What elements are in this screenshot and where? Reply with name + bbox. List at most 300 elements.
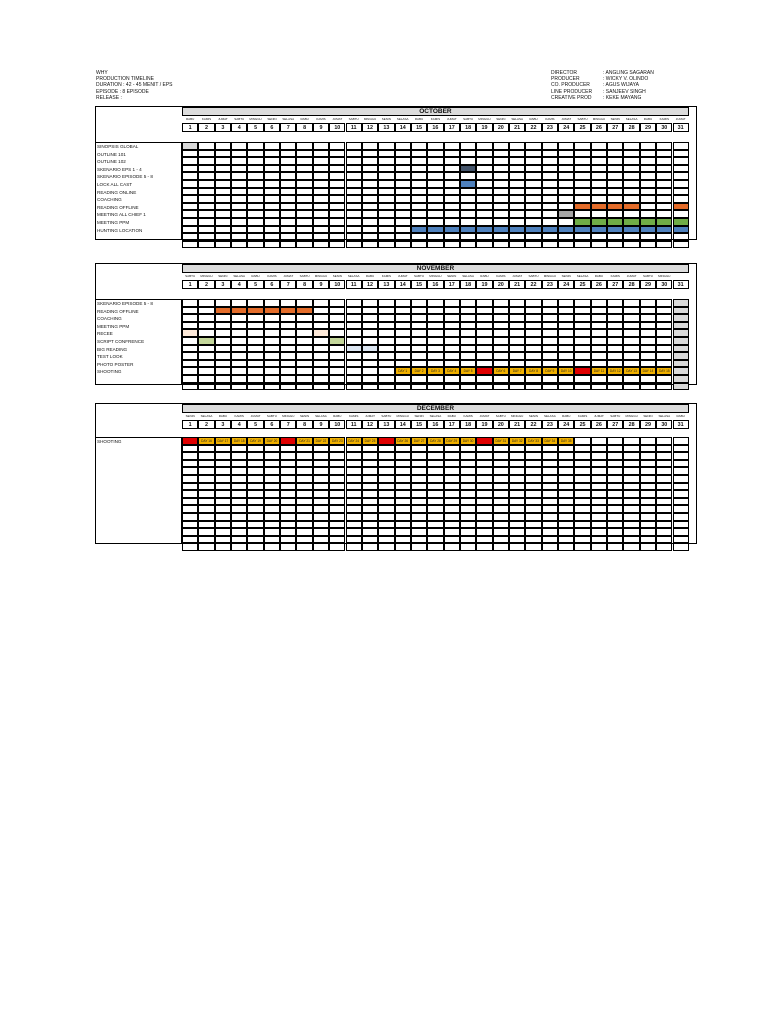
day-number: 17: [444, 280, 460, 289]
grid-cell: [509, 521, 525, 529]
grid-cell: [280, 233, 296, 241]
grid-cell: [444, 307, 460, 315]
grid-cell: [280, 322, 296, 330]
grid-cell: [542, 157, 558, 165]
grid-cell: [247, 195, 263, 203]
grid-cell: [346, 165, 362, 173]
grid-cell: [607, 188, 623, 196]
grid-cell: [640, 536, 656, 544]
credit-director: DIRECTOR : ANGLING SAGARAN: [551, 70, 654, 76]
grid-cell: [215, 543, 231, 551]
grid-cell: [231, 467, 247, 475]
weekday-label: RABU: [594, 274, 604, 278]
day-number: 11: [346, 420, 362, 429]
grid-cell: [525, 142, 541, 150]
grid-cell: [525, 210, 541, 218]
grid-cell: [264, 299, 280, 307]
grid-cell: [558, 314, 574, 322]
grid-cell: [280, 490, 296, 498]
day-number: 10: [329, 420, 345, 429]
grid-cell: [640, 157, 656, 165]
grid-cell: [346, 157, 362, 165]
grid-cell: [656, 521, 672, 529]
grid-cell: [231, 165, 247, 173]
grid-cell: [509, 150, 525, 158]
grid-cell: [427, 475, 443, 483]
grid-cell: [411, 536, 427, 544]
grid-cell: [591, 345, 607, 353]
day-number: 15: [411, 420, 427, 429]
grid-cell: [280, 445, 296, 453]
grid-cell: [640, 345, 656, 353]
grid-cell: [558, 445, 574, 453]
grid-cell: [264, 195, 280, 203]
grid-cell: [558, 490, 574, 498]
grid-cell: [623, 543, 639, 551]
grid-cell: [296, 513, 312, 521]
weekday-label: MINGGU: [396, 414, 409, 418]
grid-cell: [346, 543, 362, 551]
grid-cell: [313, 345, 329, 353]
month-title: NOVEMBER: [182, 264, 689, 273]
grid-cell: [623, 210, 639, 218]
grid-cell: [673, 460, 689, 468]
grid-cell: [296, 241, 312, 249]
grid-cell: DAY 5: [460, 367, 476, 375]
grid-cell: [623, 345, 639, 353]
grid-cell: [444, 180, 460, 188]
weekday-label: MINGGU: [429, 274, 442, 278]
grid-cell: [656, 483, 672, 491]
day-number: 2: [198, 420, 214, 429]
grid-cell: [673, 475, 689, 483]
weekday-label: JUMAT: [561, 117, 572, 121]
grid-cell: [525, 445, 541, 453]
day-number: 14: [395, 123, 411, 132]
grid-cell: [198, 180, 214, 188]
header-line: RELEASE :: [96, 94, 122, 101]
grid-cell: [656, 475, 672, 483]
grid-cell: [509, 241, 525, 249]
grid-cell: [591, 505, 607, 513]
weekday-label: KAMIS: [381, 274, 392, 278]
task-label: HUNTING LOCATION: [97, 227, 143, 233]
grid-cell: [182, 188, 198, 196]
grid-cell: [313, 314, 329, 322]
grid-cell: [673, 188, 689, 196]
grid-cell: [542, 528, 558, 536]
grid-cell: [378, 188, 394, 196]
grid-cell: DAY 32: [509, 437, 525, 445]
weekday-label: JUMAT: [250, 414, 261, 418]
grid-cell: [280, 180, 296, 188]
day-number: 10: [329, 123, 345, 132]
grid-cell: [411, 513, 427, 521]
grid-cell: [673, 210, 689, 218]
weekday-label: RABU: [251, 274, 260, 278]
grid-cell: [476, 172, 492, 180]
grid-cell: [574, 352, 590, 360]
grid-cell: [395, 165, 411, 173]
grid-cell: [313, 299, 329, 307]
grid-cell: [427, 383, 443, 391]
grid-cell: [215, 375, 231, 383]
grid-cell: [542, 345, 558, 353]
day-number: 12: [362, 280, 378, 289]
grid-cell: [591, 352, 607, 360]
weekday-label: MINGGU: [314, 274, 328, 278]
grid-cell: DAY 12: [607, 367, 623, 375]
grid-cell: [493, 445, 509, 453]
grid-cell: [198, 536, 214, 544]
day-number: 22: [525, 420, 541, 429]
grid-cell: [280, 203, 296, 211]
weekday-label: KAMIS: [349, 414, 359, 418]
grid-cell: [247, 226, 263, 234]
grid-cell: [623, 513, 639, 521]
grid-cell: [607, 233, 623, 241]
grid-cell: [623, 233, 639, 241]
grid-cell: [280, 142, 296, 150]
grid-cell: [215, 345, 231, 353]
grid-cell: [362, 528, 378, 536]
grid-cell: [493, 467, 509, 475]
grid-cell: [346, 314, 362, 322]
grid-cell: [296, 180, 312, 188]
grid-cell: [525, 536, 541, 544]
grid-cell: [247, 172, 263, 180]
grid-cell: [264, 352, 280, 360]
grid-cell: [444, 483, 460, 491]
grid-cell: [264, 329, 280, 337]
grid-cell: [411, 188, 427, 196]
grid-cell: [296, 536, 312, 544]
grid-cell: [476, 498, 492, 506]
grid-cell: [574, 383, 590, 391]
task-label-column: [96, 142, 182, 240]
grid-cell: [296, 299, 312, 307]
grid-cell: [493, 375, 509, 383]
grid-cell: [558, 475, 574, 483]
grid-cell: [673, 329, 689, 337]
day-number: 2: [198, 123, 214, 132]
task-label-column: [96, 299, 182, 385]
grid-cell: [574, 195, 590, 203]
grid-cell: [296, 329, 312, 337]
grid-cell: [182, 299, 198, 307]
grid-cell: [280, 367, 296, 375]
grid-cell: [656, 445, 672, 453]
grid-cell: [542, 307, 558, 315]
grid-cell: [362, 165, 378, 173]
grid-cell: [444, 445, 460, 453]
weekday-label: RABU: [562, 414, 571, 418]
grid-cell: [280, 437, 296, 445]
grid-cell: [329, 360, 345, 368]
grid-cell: [247, 203, 263, 211]
grid-cell: [215, 210, 231, 218]
grid-cell: [395, 375, 411, 383]
grid-cell: [525, 233, 541, 241]
grid-cell: [640, 165, 656, 173]
grid-cell: [460, 521, 476, 529]
weekday-label: SABTU: [577, 117, 588, 121]
grid-cell: [264, 498, 280, 506]
grid-cell: [395, 218, 411, 226]
grid-cell: [591, 460, 607, 468]
grid-cell: [673, 445, 689, 453]
grid-cell: [427, 241, 443, 249]
grid-cell: [362, 157, 378, 165]
grid-cell: [362, 467, 378, 475]
grid-cell: [231, 345, 247, 353]
grid-cell: [574, 241, 590, 249]
weekday-label: JUMAT: [365, 414, 375, 418]
grid-cell: [640, 226, 656, 234]
grid-cell: [346, 195, 362, 203]
task-label: READING OFFLINE: [97, 204, 139, 210]
grid-cell: DAY 8: [525, 367, 541, 375]
grid-cell: [607, 299, 623, 307]
grid-cell: [427, 299, 443, 307]
grid-cell: [247, 505, 263, 513]
grid-cell: [362, 536, 378, 544]
grid-cell: [362, 218, 378, 226]
grid-cell: [362, 142, 378, 150]
task-label: SKENARIO EPS 1 - 4: [97, 166, 142, 172]
grid-cell: [362, 367, 378, 375]
grid-cell: [329, 475, 345, 483]
grid-cell: [542, 172, 558, 180]
grid-cell: [509, 375, 525, 383]
grid-cell: [280, 345, 296, 353]
weekday-label: SABTU: [642, 274, 653, 278]
grid-cell: [623, 521, 639, 529]
weekday-label: JUMAT: [283, 274, 294, 278]
grid-cell: [493, 483, 509, 491]
grid-cell: [313, 329, 329, 337]
grid-cell: [247, 445, 263, 453]
grid-cell: [346, 360, 362, 368]
day-number: 11: [346, 123, 362, 132]
grid-cell: [182, 375, 198, 383]
grid-cell: [182, 322, 198, 330]
grid-cell: [509, 483, 525, 491]
grid-cell: [329, 460, 345, 468]
grid-cell: [215, 445, 231, 453]
grid-cell: [574, 188, 590, 196]
grid-cell: [346, 452, 362, 460]
credit-creative-prod: CREATIVE PROD : KEKE MAYANG: [551, 94, 642, 101]
grid-cell: [591, 337, 607, 345]
grid-cell: [198, 452, 214, 460]
grid-cell: [182, 352, 198, 360]
weekday-label: SELASA: [658, 414, 671, 418]
grid-cell: [525, 490, 541, 498]
grid-cell: [673, 367, 689, 375]
task-label: SKENARIO EPISODE 5 - 8: [97, 301, 153, 306]
grid-cell: [231, 233, 247, 241]
grid-cell: [574, 543, 590, 551]
grid-cell: [378, 513, 394, 521]
grid-cell: [444, 218, 460, 226]
grid-cell: [378, 322, 394, 330]
grid-cell: [182, 210, 198, 218]
grid-cell: [346, 528, 362, 536]
grid-cell: [280, 467, 296, 475]
grid-cell: [395, 543, 411, 551]
grid-cell: [395, 521, 411, 529]
grid-cell: [264, 452, 280, 460]
grid-cell: [395, 460, 411, 468]
grid-cell: [247, 233, 263, 241]
grid-cell: [460, 475, 476, 483]
weekday-label: SELASA: [625, 117, 638, 121]
grid-cell: [313, 543, 329, 551]
grid-cell: [591, 467, 607, 475]
day-number: 26: [591, 420, 607, 429]
grid-cell: [493, 172, 509, 180]
grid-cell: [607, 345, 623, 353]
grid-cell: [182, 241, 198, 249]
grid-cell: [362, 180, 378, 188]
grid-cell: [656, 375, 672, 383]
grid-cell: [231, 142, 247, 150]
grid-cell: [509, 543, 525, 551]
grid-cell: [509, 352, 525, 360]
grid-cell: [525, 150, 541, 158]
grid-cell: [378, 195, 394, 203]
grid-cell: [346, 375, 362, 383]
weekday-label: SABTU: [463, 117, 474, 121]
grid-cell: [346, 142, 362, 150]
grid-cell: [231, 307, 247, 315]
grid-cell: [607, 483, 623, 491]
grid-cell: [623, 314, 639, 322]
grid-cell: [296, 383, 312, 391]
grid-cell: [362, 150, 378, 158]
grid-cell: DAY 15: [656, 367, 672, 375]
grid-cell: [460, 543, 476, 551]
day-number: 31: [673, 280, 689, 289]
grid-cell: [493, 142, 509, 150]
grid-cell: [525, 452, 541, 460]
grid-cell: [574, 203, 590, 211]
grid-cell: [656, 188, 672, 196]
grid-cell: [313, 383, 329, 391]
grid-cell: [313, 498, 329, 506]
grid-cell: [673, 521, 689, 529]
grid-cell: [247, 452, 263, 460]
grid-cell: [460, 383, 476, 391]
grid-cell: [362, 195, 378, 203]
grid-cell: [607, 513, 623, 521]
grid-cell: [558, 483, 574, 491]
weekday-label: SENIN: [528, 414, 539, 418]
grid-cell: [673, 375, 689, 383]
grid-cell: [558, 203, 574, 211]
grid-cell: [427, 543, 443, 551]
grid-cell: [444, 233, 460, 241]
grid-cell: [329, 513, 345, 521]
grid-cell: [280, 543, 296, 551]
grid-cell: [525, 475, 541, 483]
grid-cell: [215, 322, 231, 330]
grid-cell: [231, 375, 247, 383]
grid-cell: [215, 233, 231, 241]
grid-cell: [542, 195, 558, 203]
grid-cell: [656, 299, 672, 307]
grid-cell: DAY 25: [362, 437, 378, 445]
grid-cell: [607, 241, 623, 249]
weekday-label: MINGGU: [658, 274, 671, 278]
day-number: 14: [395, 420, 411, 429]
grid-cell: [623, 172, 639, 180]
grid-cell: [346, 490, 362, 498]
grid-cell: [525, 498, 541, 506]
grid-cell: [198, 352, 214, 360]
grid-cell: [313, 203, 329, 211]
grid-cell: [558, 299, 574, 307]
grid-cell: [591, 528, 607, 536]
grid-cell: [558, 210, 574, 218]
grid-cell: [460, 195, 476, 203]
grid-cell: [280, 375, 296, 383]
grid-cell: [182, 180, 198, 188]
grid-cell: [444, 521, 460, 529]
grid-cell: [264, 142, 280, 150]
grid-cell: [329, 307, 345, 315]
grid-cell: [574, 329, 590, 337]
grid-cell: [542, 241, 558, 249]
grid-cell: [591, 483, 607, 491]
grid-cell: [460, 314, 476, 322]
grid-cell: [574, 322, 590, 330]
grid-cell: [411, 218, 427, 226]
grid-cell: [296, 165, 312, 173]
weekday-label: SABTU: [348, 117, 359, 121]
grid-cell: [623, 475, 639, 483]
grid-cell: [296, 352, 312, 360]
grid-cell: [525, 467, 541, 475]
day-number: 16: [427, 420, 443, 429]
grid-cell: [427, 528, 443, 536]
day-number: 3: [215, 280, 231, 289]
grid-cell: [411, 505, 427, 513]
grid-cell: [362, 498, 378, 506]
grid-cell: [607, 528, 623, 536]
grid-cell: [247, 521, 263, 529]
task-label: COACHING: [97, 316, 122, 322]
grid-cell: [378, 528, 394, 536]
grid-cell: [673, 150, 689, 158]
grid-cell: [362, 241, 378, 249]
grid-cell: [493, 337, 509, 345]
grid-cell: [296, 188, 312, 196]
grid-cell: [313, 483, 329, 491]
grid-cell: [574, 218, 590, 226]
grid-cell: [542, 467, 558, 475]
grid-cell: [198, 498, 214, 506]
day-number: 29: [640, 280, 656, 289]
grid-cell: [182, 367, 198, 375]
grid-cell: [509, 322, 525, 330]
grid-cell: [640, 314, 656, 322]
grid-cell: [444, 505, 460, 513]
grid-cell: [313, 352, 329, 360]
grid-cell: [427, 226, 443, 234]
grid-cell: [444, 467, 460, 475]
